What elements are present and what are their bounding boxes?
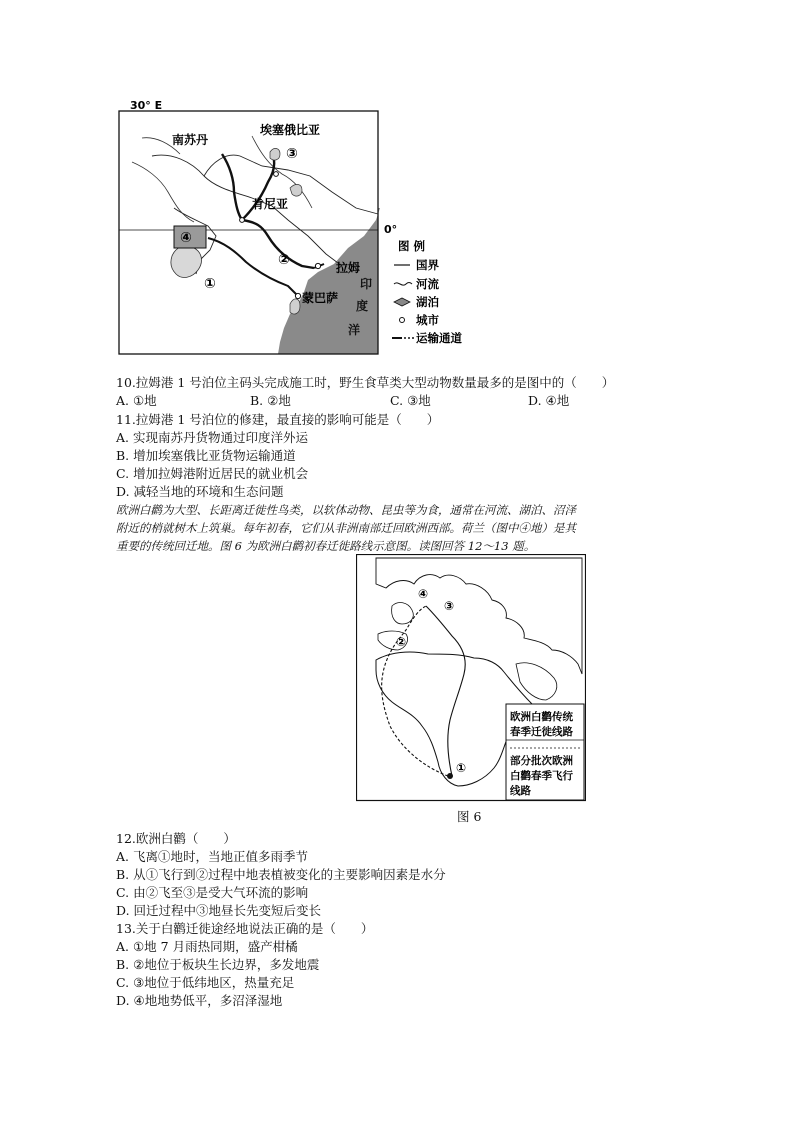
q13-option-d: D. ④地地势低平，多沼泽湿地 — [116, 993, 283, 1008]
ethiopia-label: 埃塞俄比亚 — [260, 123, 321, 137]
q11-option-a: A. 实现南苏丹货物通过印度洋外运 — [116, 430, 308, 445]
legend-city-symbol — [400, 318, 405, 323]
equator-label: 0° — [384, 223, 398, 236]
legend-solid-line1: 欧洲白鹳传统 — [510, 711, 573, 723]
lamu-label: 拉姆 — [336, 261, 361, 275]
legend-dashed-line2: 白鹳春季飞行 — [510, 770, 573, 782]
city-lamu-dot — [315, 263, 320, 268]
city-mombasa-dot — [295, 293, 300, 298]
city-dot — [240, 218, 245, 223]
q12-option-b: B. 从①飞行到②过程中地表植被变化的主要影响因素是水分 — [116, 867, 446, 882]
q10-option-d: D. ④地 — [528, 393, 570, 408]
point-2-label: ② — [278, 252, 290, 268]
intro-line-3: 重要的传统回迁地。图 6 为欧洲白鹳初春迁徙路线示意图。读图回答 12～13 题。 — [116, 539, 536, 553]
point-1-label: ① — [204, 276, 216, 292]
legend-border-label: 国界 — [416, 258, 439, 272]
map2-point-4-label: ④ — [418, 587, 429, 601]
lake-small — [290, 184, 302, 196]
q12-option-c: C. 由②飞至③是受大气环流的影响 — [116, 885, 309, 900]
legend-title: 图 例 — [398, 239, 426, 253]
lake-victoria — [171, 246, 202, 277]
lake-small — [290, 299, 300, 314]
longitude-label: 30° E — [130, 99, 163, 112]
q11-option-b: B. 增加埃塞俄比亚货物运输通道 — [116, 448, 296, 463]
q11-option-c: C. 增加拉姆港附近居民的就业机会 — [116, 466, 309, 481]
q12-stem: 12.欧洲白鹳（ ） — [116, 831, 236, 846]
stork-migration-map-svg — [356, 554, 586, 802]
legend-lake-symbol — [394, 298, 410, 306]
mombasa-label: 蒙巴萨 — [302, 291, 339, 305]
stork-migration-map — [356, 554, 586, 802]
legend-lake-label: 湖泊 — [416, 295, 439, 309]
point-4-label: ④ — [180, 230, 192, 246]
legend-dashed-line1: 部分批次欧洲 — [510, 755, 573, 767]
south-sudan-label: 南苏丹 — [172, 133, 209, 147]
q11-stem: 11.拉姆港 1 号泊位的修建，最直接的影响可能是（ ） — [116, 412, 440, 427]
legend-solid-line2: 春季迁徙线路 — [510, 726, 573, 738]
east-africa-map-svg — [112, 96, 502, 358]
point-3-label: ③ — [286, 146, 298, 162]
figure-caption: 图 6 — [457, 809, 482, 824]
ocean-char-3: 洋 — [348, 323, 361, 337]
q12-option-a: A. 飞离①地时，当地正值多雨季节 — [116, 849, 308, 864]
city-dot — [274, 172, 279, 177]
map2-point-1-label: ① — [456, 761, 467, 775]
q10-option-c: C. ③地 — [390, 393, 431, 408]
q13-option-c: C. ③地位于低纬地区，热量充足 — [116, 975, 295, 990]
intro-line-1: 欧洲白鹳为大型、长距离迁徙性鸟类，以软体动物、昆虫等为食，通常在河流、湖泊、沼泽 — [116, 503, 576, 517]
q12-option-d: D. 回迁过程中③地昼长先变短后变长 — [116, 903, 322, 918]
legend-city-label: 城市 — [416, 313, 439, 327]
legend-dashed-line3: 线路 — [510, 785, 531, 797]
legend-corridor-label: 运输通道 — [416, 331, 462, 345]
river-line — [132, 162, 194, 222]
map2-point-2-label: ② — [396, 635, 407, 649]
kenya-label: 肯尼亚 — [252, 197, 289, 211]
q13-option-a: A. ①地 7 月雨热同期，盛产柑橘 — [116, 939, 298, 954]
q11-option-d: D. 减轻当地的环境和生态问题 — [116, 484, 284, 499]
q10-stem: 10.拉姆港 1 号泊位主码头完成施工时，野生食草类大型动物数量最多的是图中的（ ） — [116, 375, 615, 390]
east-africa-map — [112, 96, 502, 358]
legend-river-symbol — [394, 283, 412, 286]
map2-point-1-dot — [447, 773, 453, 779]
q10-option-a: A. ①地 — [116, 393, 157, 408]
legend-river-label: 河流 — [416, 277, 439, 291]
lake-small — [270, 148, 280, 160]
border-line — [204, 155, 378, 214]
q13-stem: 13.关于白鹳迁徙途经地说法正确的是（ ） — [116, 921, 374, 936]
ocean-char-2: 度 — [356, 299, 369, 313]
q10-option-b: B. ②地 — [250, 393, 291, 408]
transport-corridor — [222, 154, 242, 220]
map2-point-3-label: ③ — [444, 599, 455, 613]
ocean-char-1: 印 — [360, 277, 373, 291]
intro-line-2: 附近的梢就树木上筑巢。每年初春，它们从非洲南部迁回欧洲西部。荷兰（图中④地）是其 — [116, 521, 576, 535]
q13-option-b: B. ②地位于板块生长边界，多发地震 — [116, 957, 320, 972]
